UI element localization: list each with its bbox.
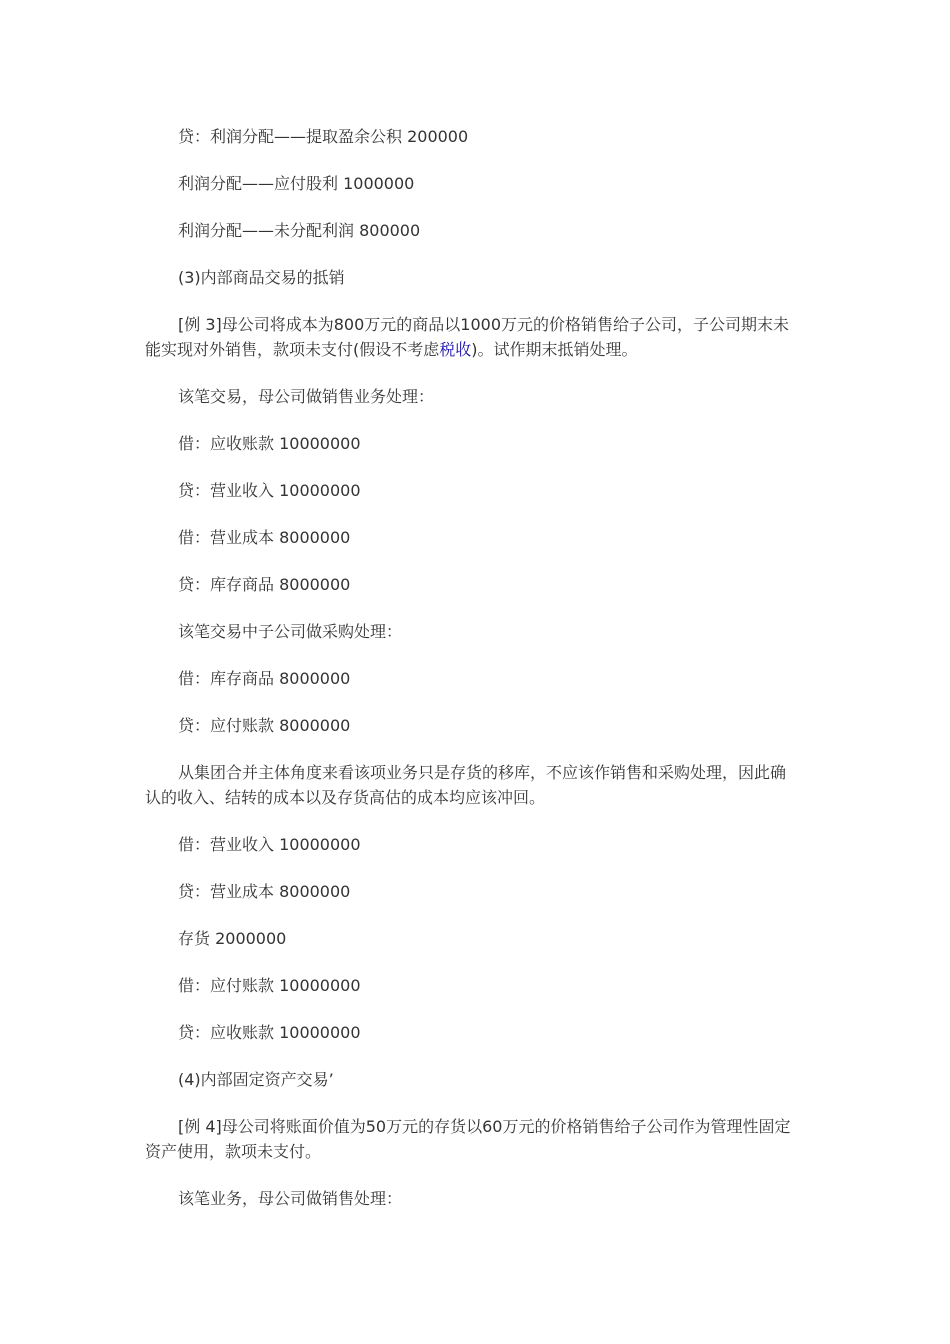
group-perspective-paragraph: 从集团合并主体角度来看该项业务只是存货的移库，不应该作销售和采购处理，因此确认的收入、结转的成本以及存货高估的成本均应该冲回。: [145, 763, 787, 807]
example-3-paragraph: [145, 312, 801, 362]
example-3-text-after: )。试作期末抵销处理。: [471, 340, 638, 359]
document-body: [145, 124, 801, 1233]
entry-credit-receivable: 贷：应收账款 10000000: [178, 1023, 361, 1042]
entry-credit-inventory: 贷：库存商品 8000000: [178, 575, 351, 594]
entry-credit-payable: 贷：应付账款 8000000: [178, 716, 351, 735]
entry-debit-revenue: 借：营业收入 10000000: [178, 835, 361, 854]
entry-debit-cost: 借：营业成本 8000000: [178, 528, 351, 547]
entry-undistributed-profit: 利润分配——未分配利润 800000: [178, 221, 421, 240]
entry-debit-receivable: 借：应收账款 10000000: [178, 434, 361, 453]
parent-sale-intro-2: 该笔业务，母公司做销售处理：: [178, 1189, 403, 1208]
entry-debit-inventory: 借：库存商品 8000000: [178, 669, 351, 688]
entry-dividends-payable: 利润分配——应付股利 1000000: [178, 174, 415, 193]
entry-debit-payable: 借：应付账款 10000000: [178, 976, 361, 995]
section-heading-4: (4)内部固定资产交易’: [178, 1070, 334, 1089]
parent-sale-intro: 该笔交易，母公司做销售业务处理：: [178, 387, 435, 406]
tax-link[interactable]: 税收: [439, 340, 472, 359]
entry-credit-surplus-reserve: 贷：利润分配——提取盈余公积 200000: [178, 127, 469, 146]
section-heading-3: (3)内部商品交易的抵销: [178, 268, 345, 287]
entry-credit-cost: 贷：营业成本 8000000: [178, 882, 351, 901]
subsidiary-purchase-intro: 该笔交易中子公司做采购处理：: [178, 622, 403, 641]
example-4-paragraph: [例 4]母公司将账面价值为50万元的存货以60万元的价格销售给子公司作为管理性固定资产使用，款项未支付。: [145, 1117, 791, 1161]
example-3-text-before: [例 3]母公司将成本为800万元的商品以1000万元的价格销售给子公司，子公司期末未能实现对外销售，款项未支付(假设不考虑: [145, 315, 790, 359]
entry-inventory: 存货 2000000: [178, 929, 287, 948]
entry-credit-revenue: 贷：营业收入 10000000: [178, 481, 361, 500]
